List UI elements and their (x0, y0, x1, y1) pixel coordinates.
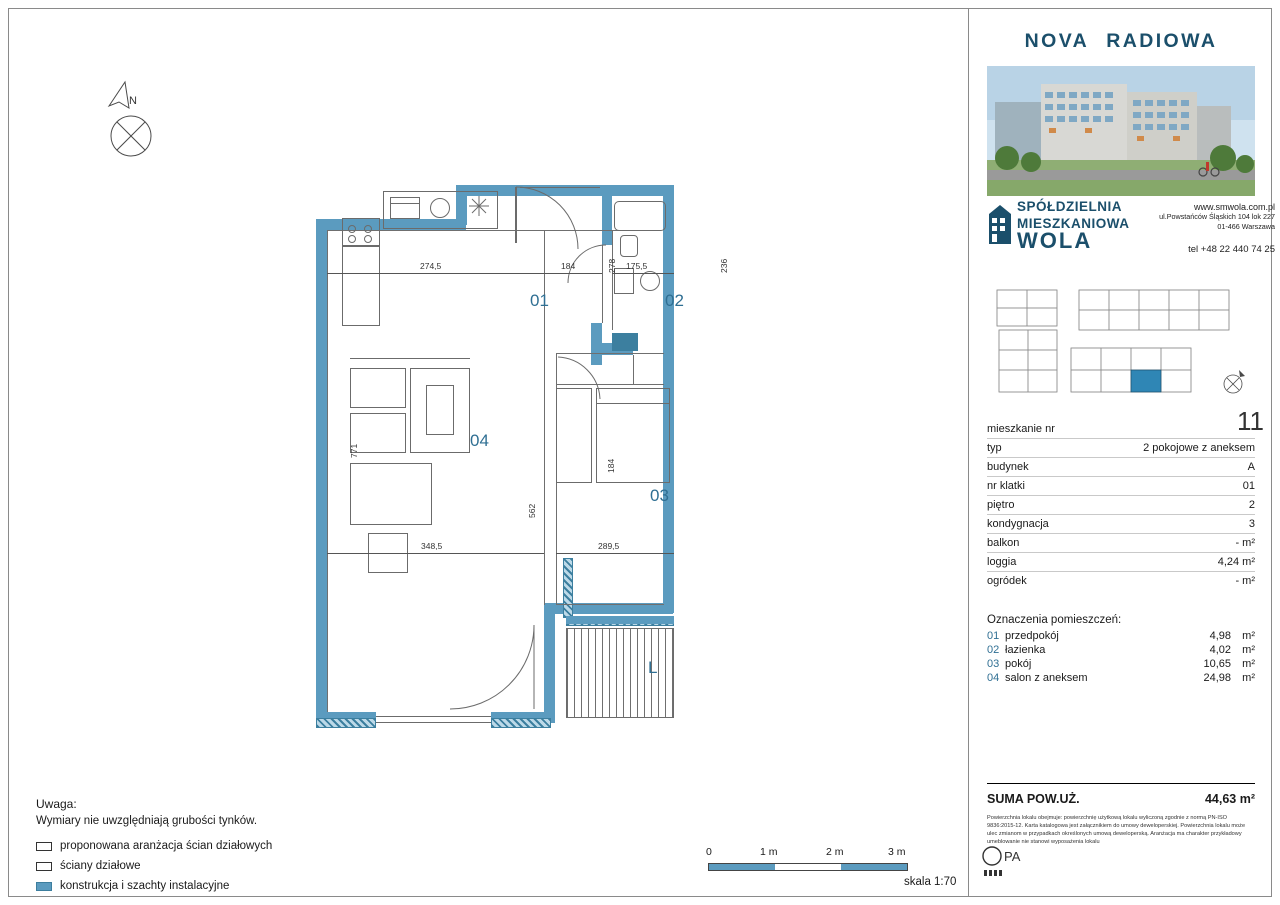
value-balkon: - m² (1235, 537, 1255, 549)
dim-line-3 (612, 273, 674, 274)
value-budynek: A (1247, 461, 1255, 473)
inner-line-bed-bottom (556, 604, 664, 605)
room-label-03: 03 (650, 486, 669, 505)
hob-burner-3 (348, 235, 356, 243)
room-label-02: 02 (665, 291, 684, 310)
building-render-image (987, 66, 1255, 196)
value-kondygnacja: 3 (1248, 518, 1255, 530)
legend-swatch-proposed-icon (36, 842, 52, 851)
room-name-04: salon z aneksem (1005, 672, 1088, 684)
room-area-01: 4,98 (1209, 630, 1231, 642)
room-no-01: 01 (987, 630, 1000, 642)
washing-machine (614, 268, 634, 294)
dim-184: 184 (561, 261, 576, 271)
label-ogrodek: ogródek (987, 575, 1027, 587)
room-list-item-04 (987, 672, 1255, 684)
label-loggia: loggia (987, 556, 1017, 568)
dim-289-5: 289,5 (598, 541, 620, 551)
cooperative-block (987, 198, 1275, 270)
room-no-03: 03 (987, 658, 1000, 670)
window-bottom-line1 (376, 716, 491, 717)
loggia-area (566, 628, 674, 718)
bed-headboard (596, 388, 670, 404)
info-panel (969, 8, 1275, 897)
window-top-line1 (520, 187, 600, 188)
value-pietro: 2 (1248, 499, 1255, 511)
dim-562: 562 (527, 503, 537, 518)
cooperative-name (1017, 198, 1130, 253)
room-area-02: 4,02 (1209, 644, 1231, 656)
armchair-1 (350, 368, 406, 408)
table-row-budynek (987, 458, 1255, 477)
total-area-row (987, 783, 1255, 806)
table-row-balkon (987, 534, 1255, 553)
table-row-typ (987, 439, 1255, 458)
north-compass-icon (103, 78, 173, 168)
total-area-value: 44,63 m² (1204, 792, 1255, 806)
table-row-klatka (987, 477, 1255, 496)
inner-line-left (327, 230, 328, 712)
table-row-pietro (987, 496, 1255, 515)
loggia-wall-top (566, 616, 674, 624)
scale-bar (706, 846, 957, 894)
table-row-loggia (987, 553, 1255, 572)
dim-175-5: 175,5 (626, 261, 648, 271)
legend-label-1: proponowana aranżacja ścian działowych (60, 840, 273, 852)
room-no-02: 02 (987, 644, 1000, 656)
kitchen-knob (430, 198, 450, 218)
dim-278: 278 (607, 258, 617, 273)
door-balcony (448, 623, 538, 713)
wall-inner-bottom (544, 603, 555, 723)
room-label-01: 01 (530, 291, 549, 310)
legend-label-2: ściany działowe (60, 860, 141, 872)
cooperative-phone: tel +48 22 440 74 25 (1188, 244, 1275, 255)
cooperative-address (1135, 202, 1275, 232)
value-loggia: 4,24 m² (1217, 556, 1255, 568)
brand-nova: NOVA (1024, 30, 1089, 52)
dim-line-2 (544, 273, 602, 274)
scale-tick-2: 2 m (826, 846, 844, 858)
label-mieszkanie-nr: mieszkanie nr (987, 423, 1055, 435)
scale-label: skala 1:70 (904, 876, 957, 888)
dim-348-5: 348,5 (421, 541, 443, 551)
wardrobe (556, 388, 592, 483)
scale-tick-0: 0 (706, 846, 712, 858)
coop-line-3: WOLA (1017, 228, 1093, 253)
room-label-04: 04 (470, 431, 489, 450)
living-line-1 (350, 358, 470, 359)
value-nr-klatki: 01 (1242, 480, 1255, 492)
inner-line-bath-right (633, 355, 634, 385)
coop-line-1: SPÓŁDZIELNIA (1017, 199, 1123, 214)
total-area-label: SUMA POW.UŻ. (987, 792, 1080, 806)
flat-meta-table (987, 420, 1255, 590)
brand-logo (987, 30, 1255, 58)
construction-hatch-1 (316, 718, 376, 728)
value-ogrodek: - m² (1235, 575, 1255, 587)
note-title: Uwaga: (36, 797, 77, 811)
floor-plan-area (8, 8, 968, 897)
coop-line-2: MIESZKANIOWA (1017, 216, 1130, 231)
kitchen-hob (342, 218, 380, 246)
room-name-01: przedpokój (1005, 630, 1059, 642)
dim-274-5: 274,5 (420, 261, 442, 271)
inner-line-bath-left (612, 230, 613, 330)
dining-table-top (426, 385, 454, 435)
key-plan (987, 286, 1255, 416)
table-row-mieszkanie (987, 420, 1255, 439)
legend-row-2 (36, 856, 272, 876)
room-unit-03: m² (1242, 658, 1255, 670)
room-area-04: 24,98 (1203, 672, 1231, 684)
toilet (620, 235, 638, 257)
room-name-02: łazienka (1005, 644, 1046, 656)
scale-tick-1: 1 m (760, 846, 778, 858)
key-plan-north-icon (1219, 368, 1247, 396)
coop-address-2: 01-466 Warszawa (1217, 222, 1275, 231)
kitchen-sink (390, 197, 420, 219)
sofa (350, 463, 432, 525)
dim-184b: 184 (606, 458, 616, 473)
scale-ticks (708, 846, 908, 860)
room-unit-02: m² (1242, 644, 1255, 656)
label-pietro: piętro (987, 499, 1015, 511)
note-text: Wymiary nie uwzględniają grubości tynków. (36, 815, 258, 828)
room-list-item-02 (987, 644, 1255, 656)
flat-number: 11 (1237, 406, 1264, 436)
opa-logo-icon (980, 844, 1040, 878)
coop-website: www.smwola.com.pl (1193, 202, 1275, 212)
legend-row-1 (36, 836, 272, 856)
room-no-04: 04 (987, 672, 1000, 684)
scale-tick-3: 3 m (888, 846, 906, 858)
apartment-drawing (308, 173, 788, 753)
label-budynek: budynek (987, 461, 1029, 473)
inner-line-bed-top (556, 353, 664, 354)
svg-text:N: N (129, 95, 137, 107)
disclaimer-text: Powierzchnia lokalu obejmuje: powierzchnię użytkową lokalu wyliczoną zgodnie z normą PN-ISO 9836:2015-12. Karta katalogowa jest załącznikiem do umowy deweloperskiej. Powierzchnia lokalu może ulec zmianom w przypadkach określonych umową deweloperską. Aranżacja ma charakter przykładowy umeblowanie nie stanowi wyposażenia lokalu (987, 815, 1246, 845)
wall-left (316, 219, 327, 723)
table-row-ogrodek (987, 572, 1255, 590)
wola-logo-icon (987, 202, 1013, 244)
value-typ: 2 pokojowe z aneksem (1143, 442, 1255, 454)
scale-bar-graphic (708, 863, 908, 871)
legend-block (36, 836, 272, 896)
legend-row-3 (36, 876, 272, 896)
label-kondygnacja: kondygnacja (987, 518, 1049, 530)
construction-hatch-4 (563, 558, 573, 618)
room-unit-01: m² (1242, 630, 1255, 642)
dim-line-5 (556, 553, 674, 554)
legend-swatch-construction-icon (36, 882, 52, 891)
kitchen-cabinets (342, 246, 380, 326)
wall-partition-hall (602, 185, 612, 245)
kitchen-sink-line (390, 203, 420, 204)
room-label-L: L (648, 658, 658, 677)
window-bottom-line2 (376, 722, 491, 723)
bathtub (614, 201, 666, 231)
note-block (36, 796, 257, 830)
table-row-kondygnacja (987, 515, 1255, 534)
coop-address-1: ul.Powstańców Śląskich 104 lok 227 (1159, 212, 1275, 221)
hob-burner-1 (348, 225, 356, 233)
hob-burner-4 (364, 235, 372, 243)
kitchen-star-icon (468, 195, 490, 217)
label-balkon: balkon (987, 537, 1020, 549)
room-legend-header: Oznaczenia pomieszczeń: (987, 614, 1122, 626)
inner-line-mid (544, 230, 545, 605)
room-unit-04: m² (1242, 672, 1255, 684)
room-legend-list (987, 614, 1255, 686)
door-bedroom (556, 355, 602, 401)
dim-771: 771 (349, 443, 359, 458)
svg-text:PA: PA (1004, 849, 1021, 864)
room-list-item-03 (987, 658, 1255, 670)
dim-236: 236 (719, 258, 729, 273)
washbasin (640, 271, 660, 291)
dim-line-1 (327, 273, 544, 274)
construction-hatch-2 (491, 718, 551, 728)
brand-radiowa: RADIOWA (1106, 30, 1218, 52)
hob-burner-2 (364, 225, 372, 233)
legend-swatch-partition-icon (36, 862, 52, 871)
room-name-03: pokój (1005, 658, 1032, 670)
dim-line-4 (327, 553, 544, 554)
legend-label-3: konstrukcja i szachty instalacyjne (60, 880, 230, 892)
label-nr-klatki: nr klatki (987, 480, 1025, 492)
label-typ: typ (987, 442, 1002, 454)
room-list-item-01 (987, 630, 1255, 642)
shaft-block (612, 333, 638, 351)
room-area-03: 10,65 (1203, 658, 1231, 670)
